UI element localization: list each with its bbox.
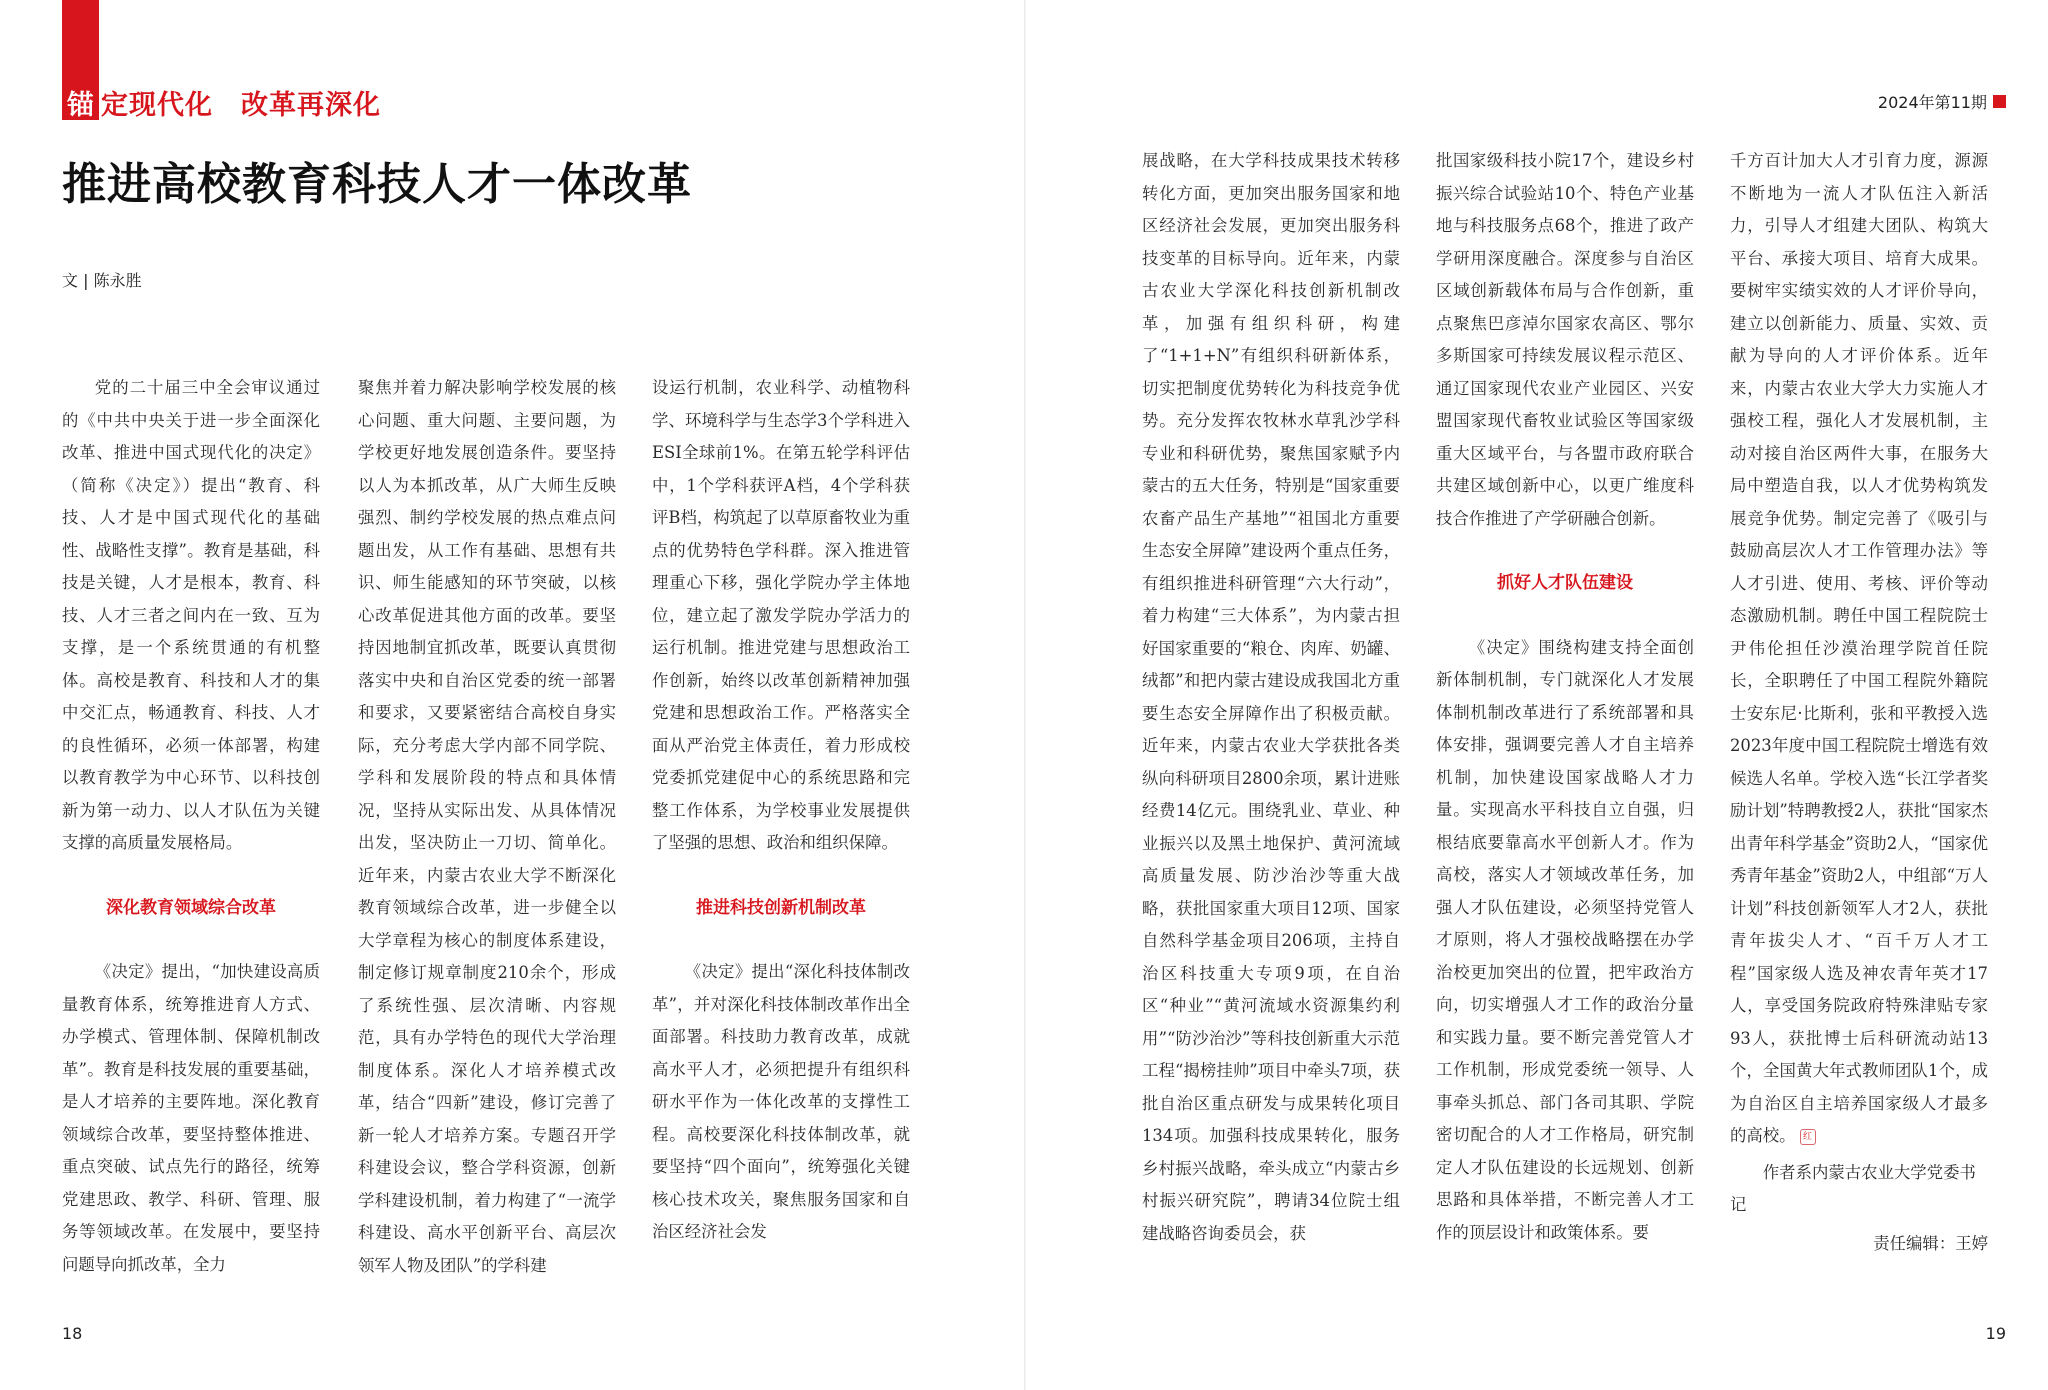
- text-column-5: [1436, 145, 1694, 1249]
- paragraph-text: 推进科技创新机制改革: [696, 897, 866, 918]
- article-end-mark-icon: 红: [1800, 1129, 1816, 1145]
- body-paragraph: [1436, 145, 1694, 535]
- body-paragraph: [62, 956, 320, 1281]
- issue-text: 2024年第11期: [1877, 93, 1987, 112]
- section-header: [62, 80, 381, 124]
- paragraph-text: 抓好人才队伍建设: [1497, 573, 1633, 593]
- section-heading: [1436, 567, 1694, 600]
- text-column-1: [62, 372, 320, 1281]
- section-header-first-char: 锚: [67, 89, 94, 121]
- paragraph-text: 聚焦并着力解决影响学校发展的核心问题、重大问题、主要问题，为学校更好地发展创造条件。要坚持以人为本抓改革，从广大师生反映强烈、制约学校发展的热点难点问题出发，从工作有基础、思想有共识、师生能感知的环节突破，以核心改革促进其他方面的改革。要坚持因地制宜抓改革，既要认真贯彻落实中央和自治区党委的统一部署和要求，又要紧密结合高校自身实际，充分考虑大学内部不同学院、学科和发展阶段的特点和具体情况，坚持从实际出发、从具体情况出发，坚决防止一刀切、简单化。近年来，内蒙古农业大学不断深化教育领域综合改革，进一步健全以大学章程为核心的制度体系建设，制定修订规章制度210余个，形成了系统性强、层次清晰、内容规范，具有办学特色的现代大学治理制度体系。深化人才培养模式改革，结合“四新”建设，修订完善了新一轮人才培养方案。专题召开学科建设会议，整合学科资源，创新学科建设机制，着力构建了“一流学科建设、高水平创新平台、高层次领军人物及团队”的学科建: [358, 378, 616, 1275]
- paragraph-text: 作者系内蒙古农业大学党委书记: [1730, 1162, 1976, 1214]
- text-column-4: [1142, 145, 1400, 1250]
- red-square-icon: [1993, 95, 2006, 108]
- section-header-subtitle: 改革再深化: [241, 89, 381, 121]
- paragraph-text: 批国家级科技小院17个，建设乡村振兴综合试验站10个、特色产业基地与科技服务点68个，推进了政产学研用深度融合。深度参与自治区区域创新载体布局与合作创新，重点聚焦巴彦淖尔国家农高区、鄂尔多斯国家可持续发展议程示范区、通辽国家现代农业产业园区、兴安盟国家现代畜牧业试验区等国家级重大区域平台，与各盟市政府联合共建区域创新中心，以更广维度科技合作推进了产学研融合创新。: [1436, 151, 1694, 528]
- text-column-3: [652, 372, 910, 1249]
- paragraph-text: 党的二十届三中全会审议通过的《中共中央关于进一步全面深化改革、推进中国式现代化的决定》（简称《决定》）提出“教育、科技、人才是中国式现代化的基础性、战略性支撑”。教育是基础，科技是关键，人才是根本，教育、科技、人才三者之间内在一致、互为支撑，是一个系统贯通的有机整体。高校是教育、科技和人才的集中交汇点，畅通教育、科技、人才的良性循环，必须一体部署，构建以教育教学为中心环节、以科技创新为第一动力、以人才队伍为关键支撑的高质量发展格局。: [62, 378, 320, 852]
- body-paragraph: [652, 372, 910, 860]
- body-paragraph: [62, 372, 320, 860]
- paragraph-text: 展战略，在大学科技成果技术转移转化方面，更加突出服务国家和地区经济社会发展，更加突出服务科技变革的目标导向。近年来，内蒙古农业大学深化科技创新机制改革，加强有组织科研，构建了“1+1+N”有组织科研新体系，切实把制度优势转化为科技竞争优势。充分发挥农牧林水草乳沙学科专业和科研优势，聚焦国家赋予内蒙古的五大任务，特别是“国家重要农畜产品生产基地”“祖国北方重要生态安全屏障”建设两个重点任务，有组织推进科研管理“六大行动”，着力构建“三大体系”，为内蒙古担好国家重要的“粮仓、肉库、奶罐、绒都”和把内蒙古建设成我国北方重要生态安全屏障作出了积极贡献。近年来，内蒙古农业大学获批各类纵向科研项目2800余项，累计进账经费14亿元。围绕乳业、草业、种业振兴以及黑土地保护、黄河流域高质量发展、防沙治沙等重大战略，获批国家重大项目12项、国家自然科学基金项目206项，主持自治区科技重大专项9项，在自治区“种业”“黄河流域水资源集约利用”“防沙治沙”等科技创新重大示范工程“揭榜挂帅”项目中牵头7项，获批自治区重点研发与成果转化项目134项。加强科技成果转化，服务乡村振兴战略，牵头成立“内蒙古乡村振兴研究院”，聘请34位院士组建战略咨询委员会，获: [1142, 151, 1400, 1243]
- body-paragraph: [358, 372, 616, 1282]
- body-paragraph: [652, 956, 910, 1249]
- paragraph-text: 深化教育领域综合改革: [106, 897, 276, 918]
- section-heading: [62, 892, 320, 925]
- paragraph-text: 《决定》围绕构建支持全面创新体制机制，专门就深化人才发展体制机制改革进行了系统部署和具体安排，强调要完善人才自主培养机制，加快建设国家战略人才力量。实现高水平科技自立自强，归根结底要靠高水平创新人才。作为高校，落实人才领域改革任务，加强人才队伍建设，必须坚持党管人才原则，将人才强校战略摆在办学治校更加突出的位置，把牢政治方向，切实增强人才工作的政治分量和实践力量。要不断完善党管人才工作机制，形成党委统一领导、人事牵头抓总、部门各司其职、学院密切配合的人才工作格局，研究制定人才队伍建设的长远规划、创新思路和具体举措，不断完善人才工作的顶层设计和政策体系。要: [1436, 637, 1694, 1242]
- paragraph-text: 《决定》提出，“加快建设高质量教育体系，统筹推进育人方式、办学模式、管理体制、保障机制改革”。教育是科技发展的重要基础，是人才培养的主要阵地。深化教育领域综合改革，要坚持整体推进、重点突破、试点先行的路径，统筹党建思政、教学、科研、管理、服务等领域改革。在发展中，要坚持问题导向抓改革，全力: [62, 962, 320, 1274]
- paragraph-text: 千方百计加大人才引育力度，源源不断地为一流人才队伍注入新活力，引导人才组建大团队、构筑大平台、承接大项目、培育大成果。要树牢实绩实效的人才评价导向，建立以创新能力、质量、实效、贡献为导向的人才评价体系。近年来，内蒙古农业大学大力实施人才强校工程，强化人才发展机制，主动对接自治区两件大事，在服务大局中塑造自我，以人才优势构筑发展竞争优势。制定完善了《吸引与鼓励高层次人才工作管理办法》等人才引进、使用、考核、评价等动态激励机制。聘任中国工程院院士尹伟伦担任沙漠治理学院首任院长，全职聘任了中国工程院外籍院士安东尼·比斯利，张和平教授入选2023年度中国工程院院士增选有效候选人名单。学校入选“长江学者奖励计划”特聘教授2人，获批“国家杰出青年科学基金”资助2人，“国家优秀青年基金”资助2人，中组部“万人计划”科技创新领军人才2人，获批青年拔尖人才、“百千万人才工程”国家级人选及神农青年英才17人，享受国务院政府特殊津贴专家93人，获批博士后科研流动站13个，全国黄大年式教师团队1个，成为自治区自主培养国家级人才最多的高校。: [1730, 151, 1988, 1145]
- author-note: [1730, 1157, 1988, 1222]
- text-column-2: [358, 372, 616, 1282]
- issue-label: [1878, 90, 2006, 113]
- section-heading: [652, 892, 910, 925]
- body-paragraph: [1142, 145, 1400, 1250]
- article-title: 推进高校教育科技人才一体改革: [62, 159, 692, 210]
- page-fold: [1024, 0, 1026, 1390]
- paragraph-text: 《决定》提出“深化科技体制改革”，并对深化科技体制改革作出全面部署。科技助力教育改革，成就高水平人才，必须把提升有组织科研水平作为一体化改革的支撑性工程。高校要深化科技体制改革，就要坚持“四个面向”，统筹强化关键核心技术攻关，聚焦服务国家和自治区经济社会发: [652, 962, 910, 1241]
- article-byline: 文 | 陈永胜: [62, 271, 142, 290]
- page-number-left: 18: [62, 1324, 83, 1343]
- section-header-title: 定现代化: [101, 89, 213, 121]
- body-paragraph: [1436, 632, 1694, 1250]
- paragraph-text: 设运行机制，农业科学、动植物科学、环境科学与生态学3个学科进入ESI全球前1%。在第五轮学科评估中，1个学科获评A档，4个学科获评B档，构筑起了以草原畜牧业为重点的优势特色学科群。深入推进管理重心下移，强化学院办学主体地位，建立起了激发学院办学活力的运行机制。推进党建与思想政治工作创新，始终以改革创新精神加强党建和思想政治工作。严格落实全面从严治党主体责任，着力形成校党委抓党建促中心的系统思路和完整工作体系，为学校事业发展提供了坚强的思想、政治和组织保障。: [652, 378, 910, 852]
- editor-credit: [1730, 1228, 1988, 1261]
- text-column-6: [1730, 145, 1988, 1260]
- paragraph-text: 责任编辑：王婷: [1873, 1233, 1988, 1253]
- body-paragraph: [1730, 145, 1988, 1153]
- page-number-right: 19: [1985, 1324, 2006, 1343]
